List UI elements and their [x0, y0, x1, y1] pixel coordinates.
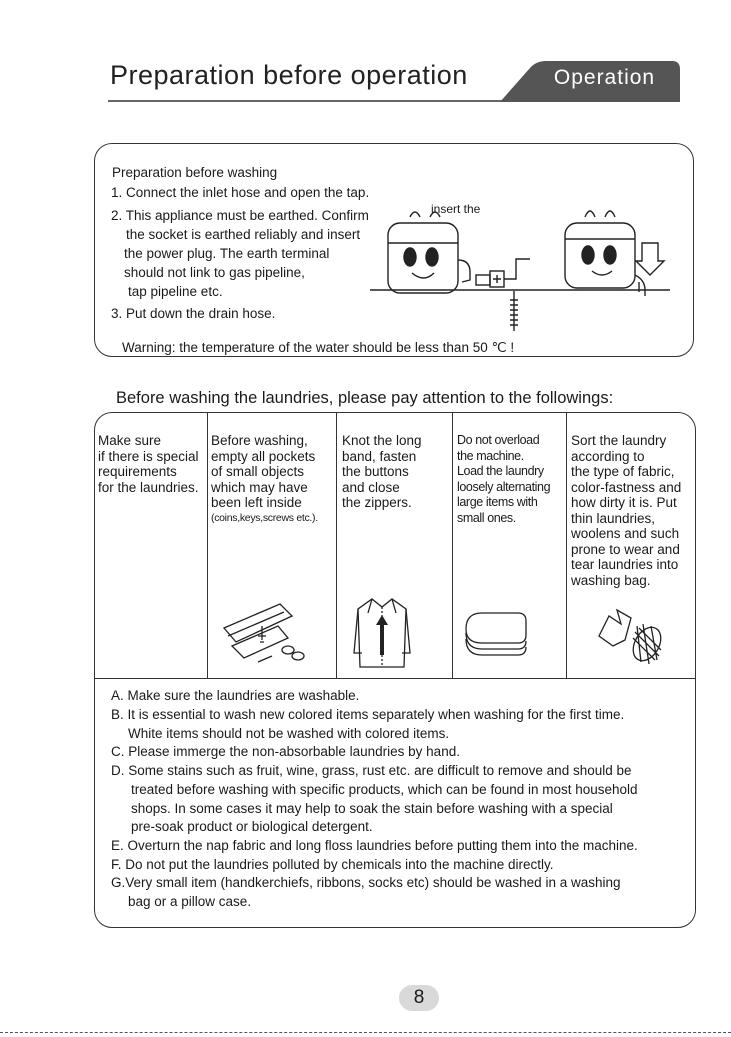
tip-line: woolens and such: [571, 526, 680, 541]
prep-step-2: 2. This appliance must be earthed. Confirm: [111, 208, 369, 223]
tip-line: the zippers.: [342, 495, 412, 510]
tip-line: according to: [571, 448, 645, 464]
table-divider: [566, 412, 567, 678]
tip-line: if there is special: [98, 448, 199, 464]
prep-step-1: 1. Connect the inlet hose and open the tap.: [111, 185, 370, 200]
tip-line: Knot the long: [342, 433, 422, 448]
note-g: G.Very small item (handkerchiefs, ribbons, socks etc) should be washed in a washing: [111, 875, 621, 890]
tip-line: and close: [342, 479, 400, 495]
tip-line: Make sure: [98, 433, 162, 448]
tip-column-1: [98, 433, 199, 495]
page-number: 8: [413, 987, 425, 1008]
tip-line: thin laundries,: [571, 510, 656, 526]
tip-line: the buttons: [342, 464, 409, 479]
table-bottom-rule: [95, 678, 695, 679]
tip-line: Do not overload: [457, 433, 540, 447]
tip-line: the machine.: [457, 448, 524, 463]
tip-column-4: [457, 433, 550, 526]
title-underline: [108, 100, 538, 102]
tip-line: prone to wear and: [571, 541, 680, 557]
tip-line: for the laundries.: [98, 479, 199, 495]
tip-column-3: [342, 433, 422, 511]
note-d-cont: treated before washing with specific products, which can be found in most household: [131, 782, 638, 797]
section-tab-label: Operation: [553, 66, 656, 89]
folded-laundry-icon: [460, 605, 532, 661]
tip-line-small: (coins,keys,screws etc.).: [211, 511, 318, 524]
tip-line: how dirty it is. Put: [571, 495, 677, 510]
prep-step-3: 3. Put down the drain hose.: [111, 306, 276, 321]
note-g-cont: bag or a pillow case.: [128, 894, 252, 909]
prep-step-2-cont: tap pipeline etc.: [128, 284, 223, 299]
illustration-label: insert the: [431, 202, 481, 216]
tip-line: Load the laundry: [457, 464, 544, 478]
note-b-cont: White items should not be washed with colored items.: [128, 726, 450, 741]
prep-heading: Preparation before washing: [112, 165, 278, 180]
pocket-items-icon: [218, 598, 308, 670]
tip-line: empty all pockets: [211, 448, 316, 464]
note-f: F. Do not put the laundries polluted by chemicals into the machine directly.: [111, 857, 554, 872]
tip-column-5: [571, 433, 681, 588]
bottom-cut-line: [0, 1032, 731, 1033]
note-d-cont: shops. In some cases it may help to soak the stain before washing with a special: [131, 801, 613, 816]
tip-line: color-fastness and: [571, 479, 682, 495]
tip-line: tear laundries into: [571, 557, 679, 572]
shirt-icon: [352, 593, 412, 673]
note-a: A. Make sure the laundries are washable.: [111, 688, 360, 703]
table-divider: [336, 412, 337, 678]
note-b: B. It is essential to wash new colored items separately when washing for the first time.: [111, 707, 625, 722]
prep-step-2-cont: the socket is earthed reliably and insert: [126, 227, 361, 242]
laundry-section-heading: Before washing the laundries, please pay attention to the followings:: [116, 389, 614, 407]
washing-bag-icon: [595, 606, 665, 668]
temperature-warning: Warning: the temperature of the water should be less than 50 ℃ !: [122, 340, 515, 355]
note-e: E. Overturn the nap fabric and long floss laundries before putting them into the machine.: [111, 838, 638, 853]
washing-machine-plug-illustration: [370, 205, 670, 340]
tip-line: been left inside: [211, 495, 302, 510]
note-d-cont: pre-soak product or biological detergent.: [131, 819, 373, 834]
page-title: Preparation before operation: [110, 60, 468, 90]
tip-line: small ones.: [457, 510, 516, 525]
tip-line: the type of fabric,: [571, 464, 675, 479]
tip-line: Sort the laundry: [571, 433, 667, 448]
prep-step-2-cont: should not link to gas pipeline,: [124, 265, 305, 280]
note-c: C. Please immerge the non-absorbable laundries by hand.: [111, 744, 460, 759]
table-divider: [452, 412, 453, 678]
tip-line: loosely alternating: [457, 479, 551, 494]
tip-line: of small objects: [211, 464, 305, 479]
tip-line: washing bag.: [571, 572, 651, 588]
prep-step-2-cont: the power plug. The earth terminal: [124, 246, 330, 261]
tip-line: band, fasten: [342, 448, 417, 464]
tip-column-2: [211, 433, 318, 526]
tip-line: which may have: [211, 479, 308, 495]
table-divider: [207, 412, 208, 678]
tip-line: Before washing,: [211, 433, 308, 448]
tip-line: large items with: [457, 495, 538, 509]
tip-line: requirements: [98, 464, 177, 479]
note-d: D. Some stains such as fruit, wine, grass, rust etc. are difficult to remove and should be: [111, 763, 632, 778]
